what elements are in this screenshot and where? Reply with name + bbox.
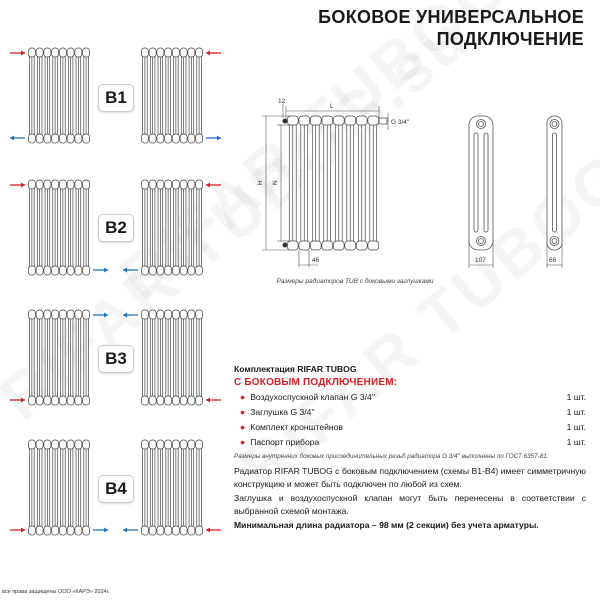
kit-item-name: Воздухоспускной клапан G 3/4'' (250, 392, 376, 402)
thread-fitting (379, 118, 387, 124)
scheme-label-b3: B3 (98, 345, 134, 373)
radiator-header (310, 116, 321, 125)
kit-item-qty: 1 шт. (566, 392, 586, 402)
radiator-header (188, 310, 195, 319)
radiator-header (141, 310, 148, 319)
radiator-header (345, 241, 356, 250)
radiator-side-view-2-column (547, 116, 562, 250)
radiator-header (28, 440, 35, 449)
bullet-icon: ● (240, 437, 246, 447)
radiator-header (368, 241, 379, 250)
description-min-length: Минимальная длина радиатора – 98 мм (2 секции) без учета арматуры. (234, 519, 539, 530)
radiator-b4-right (141, 440, 202, 535)
scheme-label-b4: B4 (98, 475, 134, 503)
radiator-header (75, 396, 82, 405)
radiator-header (67, 440, 74, 449)
plug-icon (283, 119, 288, 124)
radiator-header (59, 310, 66, 319)
radiator-header (287, 116, 298, 125)
radiator-header (141, 396, 148, 405)
kit-item (234, 405, 586, 420)
radiator-header (36, 526, 43, 535)
radiator-header (180, 440, 187, 449)
title-line-2: ПОДКЛЮЧЕНИЕ (436, 29, 584, 49)
radiator-header (59, 526, 66, 535)
radiator-header (172, 440, 179, 449)
return-arrow-icon (123, 528, 138, 533)
description (234, 465, 586, 532)
radiator-header (52, 396, 59, 405)
radiator-header (196, 310, 203, 319)
radiator-header (36, 310, 43, 319)
radiator-header (333, 116, 344, 125)
radiator-header (172, 310, 179, 319)
radiator-header (356, 116, 367, 125)
kit-item-name: Паспорт прибора (250, 437, 320, 447)
radiator-header (52, 310, 59, 319)
radiator-header (333, 241, 344, 250)
radiator-header (44, 310, 51, 319)
bullet-icon: ● (240, 392, 246, 402)
radiator-header (75, 526, 82, 535)
radiator-header (59, 440, 66, 449)
radiator-header (52, 526, 59, 535)
radiator-header (141, 526, 148, 535)
description-p1: Радиатор RIFAR TUBOG с боковым подключением (схемы B1-B4) имеет симметричную конструкцию и может быть подключен по любой из схем. (234, 466, 586, 490)
radiator-header (28, 526, 35, 535)
return-arrow-icon (93, 528, 108, 533)
supply-arrow-icon (206, 398, 221, 403)
copyright: все права защищены ООО «КАРЭ» 2024г. (2, 589, 110, 595)
radiator-header (149, 310, 156, 319)
radiator-header (299, 116, 310, 125)
dim-thread: G 3/4'' (391, 119, 410, 126)
radiator-header (44, 396, 51, 405)
radiator-header (165, 526, 172, 535)
radiator-header (172, 526, 179, 535)
radiator-header (322, 241, 333, 250)
radiator-header (59, 396, 66, 405)
dim-length: L (330, 103, 334, 110)
radiator-header (141, 440, 148, 449)
radiator-header (36, 440, 43, 449)
radiator-header (345, 116, 356, 125)
radiator-header (310, 241, 321, 250)
plug-icon (283, 243, 288, 248)
scheme-label-b2: B2 (98, 214, 134, 242)
kit-item-name: Заглушка G 3/4'' (250, 407, 315, 417)
dim-depth-66: 66 (549, 257, 557, 264)
dim-axis: N (272, 180, 279, 185)
title-line-1: БОКОВОЕ УНИВЕРСАЛЬНОЕ (318, 7, 584, 27)
radiator-front (287, 116, 378, 250)
bullet-icon: ● (240, 407, 246, 417)
radiator-header (67, 526, 74, 535)
kit-item (234, 420, 586, 435)
radiator-header (287, 241, 298, 250)
scheme-label-b1: B1 (98, 84, 134, 112)
kit-item (234, 435, 586, 450)
radiator-header (149, 396, 156, 405)
radiator-header (368, 116, 379, 125)
radiator-header (149, 440, 156, 449)
radiator-header (180, 310, 187, 319)
radiator-header (165, 396, 172, 405)
radiator-header (180, 526, 187, 535)
radiator-b3-right (141, 310, 202, 405)
drawing-caption: Размеры радиаторов TUB с боковыми заглушками (276, 278, 434, 285)
radiator-front-view (283, 116, 388, 250)
radiator-header (36, 396, 43, 405)
radiator-header (180, 396, 187, 405)
radiator-header (157, 440, 164, 449)
kit-item-name: Комплект кронштейнов (250, 422, 343, 432)
radiator-header (157, 310, 164, 319)
radiator-header (165, 440, 172, 449)
radiator-header (149, 526, 156, 535)
supply-arrow-icon (10, 398, 25, 403)
description-p2: Заглушка и воздухоспускной клапан могут быть перенесены в соответствии с выбранной схемой монтажа. (234, 492, 586, 517)
bullet-icon: ● (240, 422, 246, 432)
dim-height: H (257, 180, 264, 185)
radiator-header (28, 396, 35, 405)
dim-offset: 12 (278, 98, 286, 105)
radiator-b3-left (28, 310, 89, 405)
radiator-header (188, 440, 195, 449)
radiator-header (157, 526, 164, 535)
radiator-header (188, 526, 195, 535)
radiator-header (172, 396, 179, 405)
radiator-header (157, 396, 164, 405)
kit-item (234, 390, 586, 405)
supply-arrow-icon (206, 528, 221, 533)
radiator-header (75, 310, 82, 319)
radiator-header (196, 526, 203, 535)
radiator-header (83, 440, 90, 449)
radiator-header (196, 440, 203, 449)
radiator-header (165, 310, 172, 319)
radiator-header (188, 396, 195, 405)
radiator-header (44, 526, 51, 535)
radiator-header (28, 310, 35, 319)
radiator-header (196, 396, 203, 405)
kit-title: Комплектация RIFAR TUBOG (234, 364, 357, 374)
radiator-header (75, 440, 82, 449)
dim-pitch: 46 (312, 257, 320, 264)
supply-arrow-icon (10, 528, 25, 533)
radiator-header (356, 241, 367, 250)
kit-subtitle: С БОКОВЫМ ПОДКЛЮЧЕНИЕМ: (234, 377, 398, 388)
radiator-header (322, 116, 333, 125)
radiator-header (299, 241, 310, 250)
radiator-side-view-3-column (469, 116, 493, 250)
radiator-header (52, 440, 59, 449)
kit-item-qty: 1 шт. (566, 437, 586, 447)
kit-item-qty: 1 шт. (566, 422, 586, 432)
radiator-header (44, 440, 51, 449)
radiator-header (67, 396, 74, 405)
radiator-header (67, 310, 74, 319)
radiator-header (83, 526, 90, 535)
kit-item-qty: 1 шт. (566, 407, 586, 417)
return-arrow-icon (123, 313, 138, 318)
radiator-header (83, 310, 90, 319)
kit-section (234, 364, 586, 460)
kit-note: Размеры внутренних боковых присоединительных резьб радиатора G 3/4'' выполнены по ГОСТ 6357-81. (234, 453, 549, 460)
dim-depth-107: 107 (475, 257, 486, 264)
radiator-b4-left (28, 440, 89, 535)
radiator-header (83, 396, 90, 405)
return-arrow-icon (93, 313, 108, 318)
